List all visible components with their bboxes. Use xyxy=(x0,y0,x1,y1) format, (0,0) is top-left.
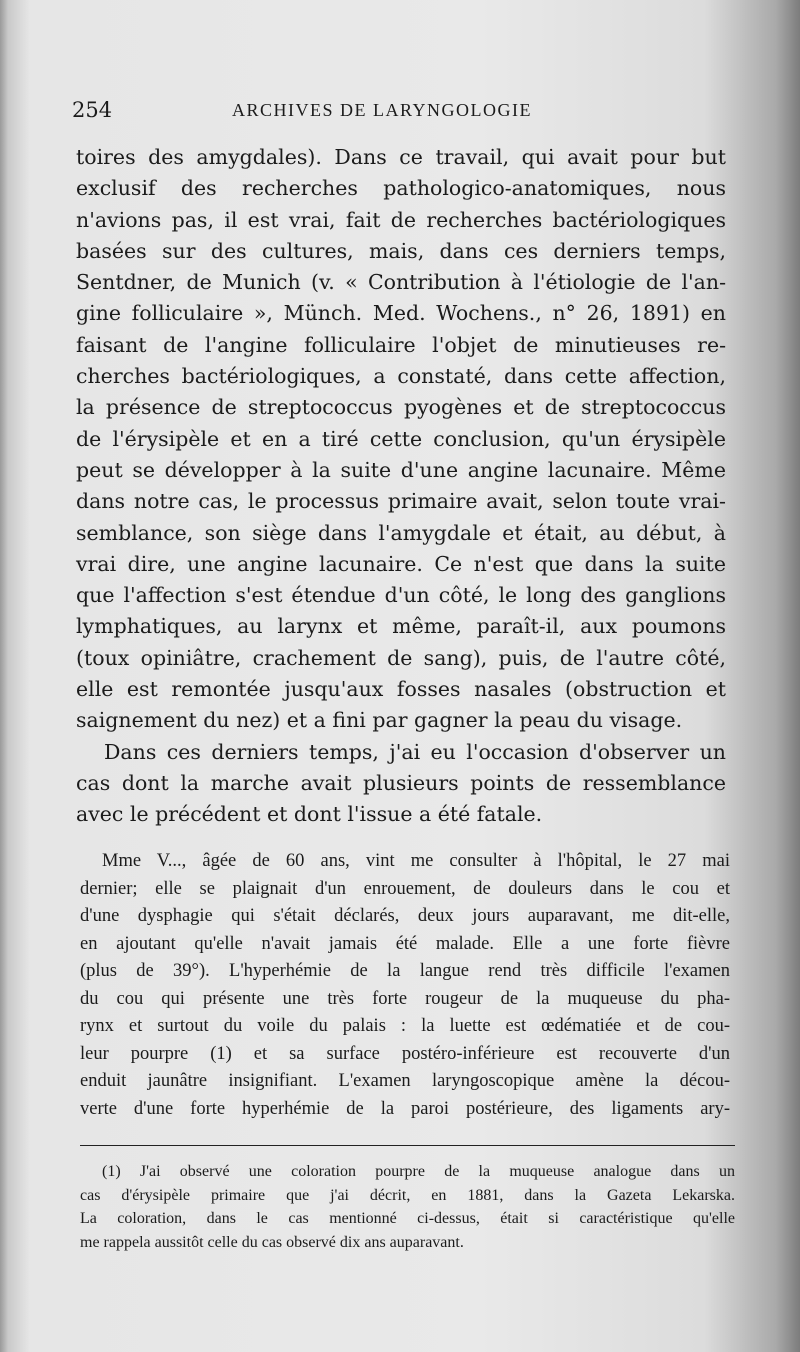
footnote-block xyxy=(80,1160,735,1254)
case-line: (plus de 39°). L'hyperhémie de la langue rend très difficile l'examen xyxy=(80,961,730,981)
case-line: enduit jaunâtre insignifiant. L'examen laryngoscopique amène la décou- xyxy=(80,1071,730,1091)
page-number: 254 xyxy=(72,98,113,122)
case-line: leur pourpre (1) et sa surface postéro-inférieure est recouverte d'un xyxy=(80,1043,730,1064)
text-line: de l'érysipèle et en a tiré cette conclusion, qu'un érysipèle xyxy=(76,426,726,451)
text-line: basées sur des cultures, mais, dans ces derniers temps, xyxy=(76,238,726,263)
main-text-block xyxy=(76,142,726,831)
text-line: cas dont la marche avait plusieurs points de ressemblance xyxy=(76,770,726,795)
case-report-block xyxy=(80,848,730,1123)
footnote-line: cas d'érysipèle primaire que j'ai décrit, en 1881, dans la Gazeta Lekarska. xyxy=(80,1186,735,1204)
text-line: (toux opiniâtre, crachement de sang), puis, de l'autre côté, xyxy=(76,645,726,670)
case-line: Mme V..., âgée de 60 ans, vint me consulter à l'hôpital, le 27 mai xyxy=(102,851,730,871)
text-line: semblance, son siège dans l'amygdale et était, au début, à xyxy=(76,520,726,545)
footnote-line: La coloration, dans le cas mentionné ci-dessus, était si caractéristique qu'elle xyxy=(80,1210,735,1227)
text-line: avec le précédent et dont l'issue a été fatale. xyxy=(76,802,543,827)
case-line: rynx et surtout du voile du palais : la luette est œdématiée et de cou- xyxy=(80,1016,730,1036)
text-line: que l'affection s'est étendue d'un côté, le long des ganglions xyxy=(76,583,726,608)
case-line: en ajoutant qu'elle n'avait jamais été malade. Elle a une forte fièvre xyxy=(80,933,730,954)
footnote-line: me rappela aussitôt celle du cas observé dix ans auparavant. xyxy=(80,1233,464,1251)
text-line: vrai dire, une angine lacunaire. Ce n'est que dans la suite xyxy=(76,551,726,576)
text-line: faisant de l'angine folliculaire l'objet de minutieuses re- xyxy=(76,332,726,357)
text-line: exclusif des recherches pathologico-anatomiques, nous xyxy=(76,176,726,201)
text-line: Sentdner, de Munich (v. « Contribution à l'étiologie de l'an- xyxy=(76,270,726,295)
case-line: d'une dysphagie qui s'était déclarés, deux jours auparavant, me dit-elle, xyxy=(80,906,730,926)
case-line: dernier; elle se plaignait d'un enrouement, de douleurs dans le cou et xyxy=(80,878,730,899)
text-line: toires des amygdales). Dans ce travail, qui avait pour but xyxy=(76,145,726,169)
text-line: dans notre cas, le processus primaire avait, selon toute vrai- xyxy=(76,489,726,514)
running-title: ARCHIVES DE LARYNGOLOGIE xyxy=(232,100,532,120)
page-header xyxy=(72,98,732,128)
footnote-line: (1) J'ai observé une coloration pourpre de la muqueuse analogue dans un xyxy=(102,1163,735,1180)
text-line: la présence de streptococcus pyogènes et de streptococcus xyxy=(76,395,726,420)
text-line: elle est remontée jusqu'aux fosses nasales (obstruction et xyxy=(76,677,726,702)
text-line: peut se développer à la suite d'une angine lacunaire. Même xyxy=(76,457,726,482)
case-line: verte d'une forte hyperhémie de la paroi postérieure, des ligaments ary- xyxy=(80,1098,730,1119)
text-line: lymphatiques, au larynx et même, paraît-il, aux poumons xyxy=(76,614,726,639)
text-line: saignement du nez) et a fini par gagner la peau du visage. xyxy=(76,708,683,733)
text-line: Dans ces derniers temps, j'ai eu l'occasion d'observer un xyxy=(104,739,726,764)
case-line: du cou qui présente une très forte rougeur de la muqueuse du pha- xyxy=(80,988,730,1009)
text-line: cherches bactériologiques, a constaté, dans cette affection, xyxy=(76,364,726,389)
footnote-divider xyxy=(80,1145,735,1146)
text-line: gine folliculaire », Münch. Med. Wochens., n° 26, 1891) en xyxy=(76,301,726,326)
text-line: n'avions pas, il est vrai, fait de recherches bactériologiques xyxy=(76,207,726,232)
